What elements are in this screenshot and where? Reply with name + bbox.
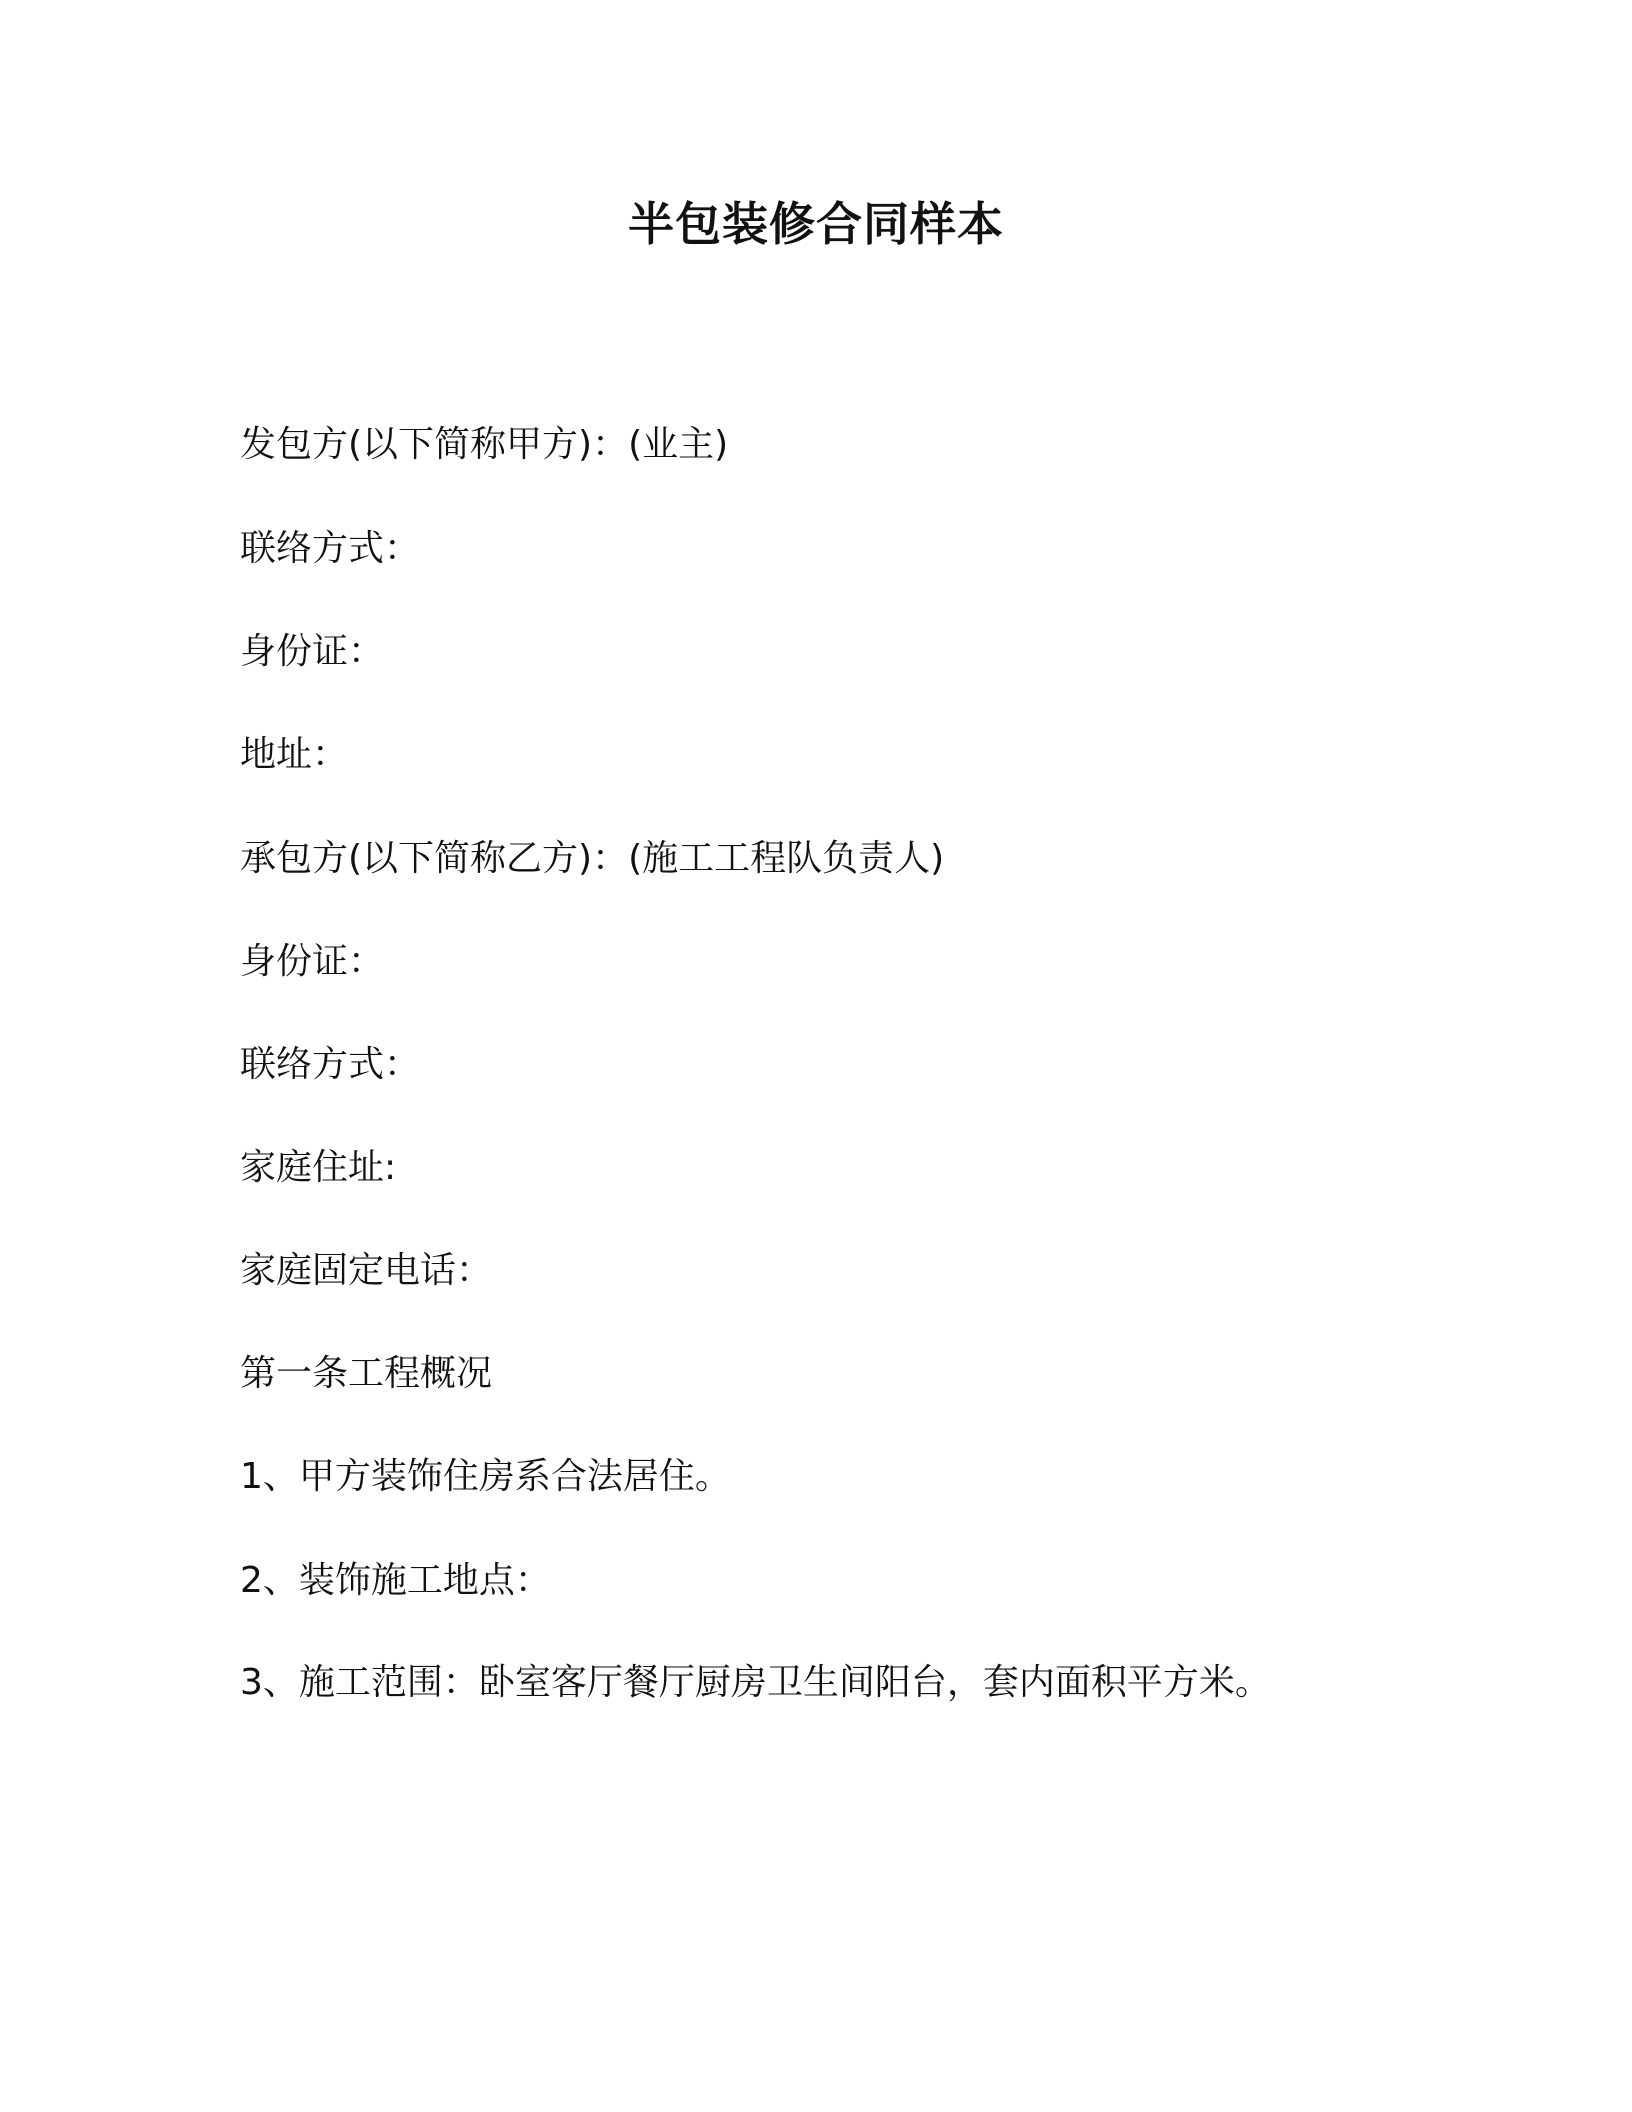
party-b-id: 身份证： xyxy=(240,941,385,982)
party-a-contact: 联络方式： xyxy=(240,528,421,569)
party-a-id: 身份证： xyxy=(240,631,385,672)
party-b-home-address: 家庭住址: xyxy=(240,1147,397,1188)
article-1-item-1: 1、甲方装饰住房系合法居住。 xyxy=(240,1456,731,1497)
party-b-label: 承包方(以下简称乙方)：(施工工程队负责人) xyxy=(240,838,945,879)
article-1-item-3: 3、施工范围：卧室客厅餐厅厨房卫生间阳台，套内面积平方米。 xyxy=(240,1662,1271,1703)
article-1-heading: 第一条工程概况 xyxy=(240,1353,493,1394)
party-a-label: 发包方(以下简称甲方)：(业主) xyxy=(240,424,729,465)
party-a-address: 地址： xyxy=(240,734,349,775)
document-title: 半包装修合同样本 xyxy=(628,197,1004,251)
party-b-contact: 联络方式： xyxy=(240,1044,421,1085)
party-b-home-phone: 家庭固定电话： xyxy=(240,1250,493,1291)
article-1-item-2: 2、装饰施工地点： xyxy=(240,1560,551,1601)
